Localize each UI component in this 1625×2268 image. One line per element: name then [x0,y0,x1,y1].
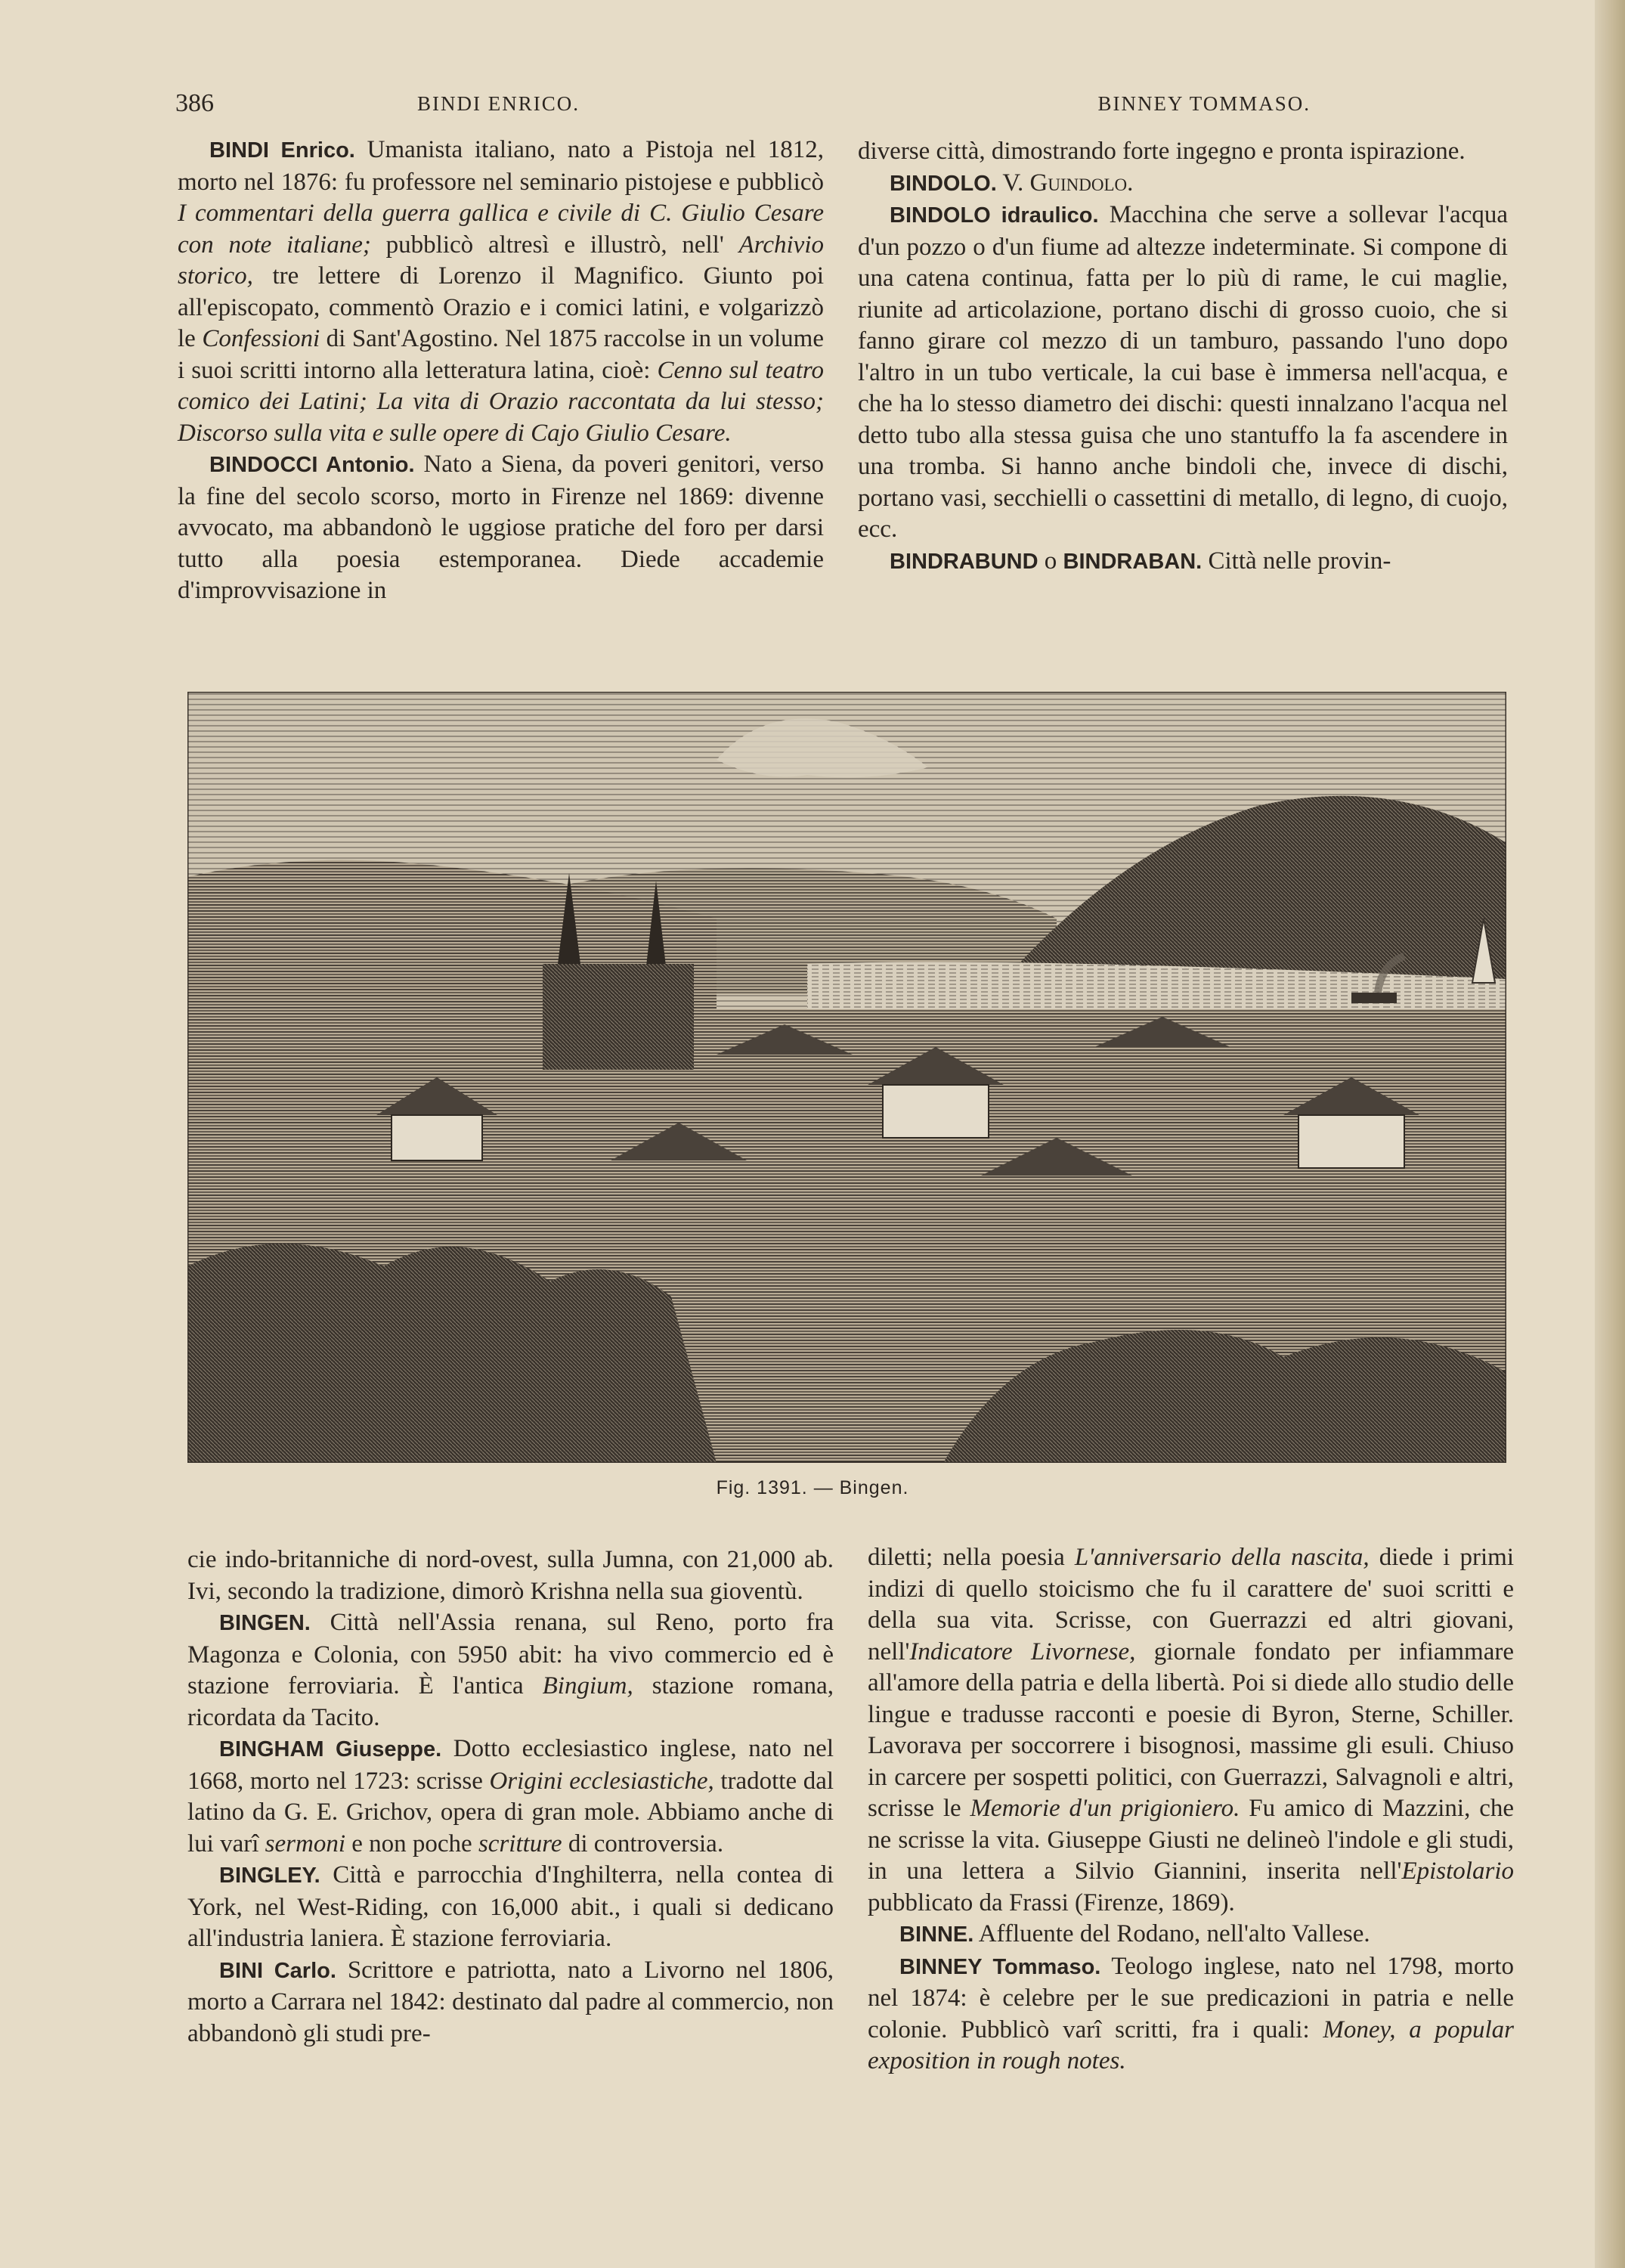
cross-reference: Guindolo. [1029,169,1134,197]
column-bottom-left [187,1545,834,2050]
house-facade [1298,1115,1404,1168]
entry-bingham: BINGHAM Giuseppe. Dotto ecclesiastico inglese, nato nel 1668, morto nel 1723: scrisse Origini ecclesiastiche, tradotte dal latino da G. E. Grichov, opera di gran mole. Abbiamo anche di lui varî sermoni e non poche scritture di controversia. [187,1735,834,1857]
entry-term: BINDOLO. [890,171,997,196]
entry-term: BINDRABAN. [1063,549,1202,574]
entry-term: BINGEN. [219,1611,311,1635]
column-top-left [178,135,824,607]
entry-term: BINDOLO idraulico. [890,203,1099,228]
entry-bingen: BINGEN. Città nell'Assia renana, sul Reno, porto fra Magonza e Colonia, con 5950 abit: ha vivo commercio ed è stazione ferroviaria. È l'antica Bingium, stazione romana, ricordata da Tacito. [187,1609,834,1731]
continuation-text: cie indo-britanniche di nord-ovest, sulla Jumna, con 21,000 ab. Ivi, secondo la tradizione, dimorò Krishna nella sua gioventù. [187,1546,834,1605]
entry-bindocci-antonio: BINDOCCI Antonio. Nato a Siena, da poveri genitori, verso la fine del secolo scorso, morto in Firenze nel 1869: divenne avvocato, ma abbandonò le uggiose pratiche del foro per darsi tutto alla poesia estemporanea. Diede accademie d'improvvisazione in [178,451,824,604]
engraving-bingen [187,692,1506,1463]
continuation-text: diletti; nella poesia L'anniversario della nascita, diede i primi indizi di quello stoicismo che fu il carattere de' suoi scritti e della sua vita. Scrisse, con Guerrazzi ed altri giovani, nell'Indicatore Livornese, giornale fondato per infiammare all'amore della patria e della libertà. Poi si diede allo studio delle lingue e tradusse racconti e poesie di Byron, Sterne, Schiller. Lavorava per soccorrere i bisognosi, massime gli esuli. Chiuso in carcere per sospetti politici, con Guerrazzi, Salvagnoli e altri, scrisse le Memorie d'un prigioniero. Fu amico di Mazzini, che ne scrisse la vita. Giuseppe Giusti ne delineò l'indole e gli studi, in una lettera a Silvio Giannini, inserita nell'Epistolario pubblicato da Frassi (Firenze, 1869). [868,1544,1515,1916]
entry-term: BINGLEY. [219,1864,320,1888]
house-facade [392,1115,482,1160]
entry-term: BINGHAM Giuseppe. [219,1737,442,1761]
entry-binney-tommaso: BINNEY Tommaso. Teologo inglese, nato nel 1798, morto nel 1874: è celebre per le sue predicazioni in patria e nelle colonie. Pubblicò varî scritti, fra i quali: Money, a popular exposition in rough notes. [868,1952,1514,2074]
entry-bindolo: BINDOLO. V. Guindolo. [890,169,1134,197]
column-top-right [858,136,1508,578]
church [543,964,694,1070]
continuation-text: diverse città, dimostrando forte ingegno e pronta ispirazione. [858,138,1466,165]
left-running-title: BINDI ENRICO. [417,92,580,115]
right-running-title: BINNEY TOMMASO. [1097,92,1311,115]
entry-bingley: BINGLEY. Città e parrocchia d'Inghilterra, nella contea di York, nel West-Riding, con 16,000 abit., i quali si dedicano all'industria laniera. È stazione ferroviaria. [187,1861,834,1952]
entry-binne: BINNE. Affluente del Rodano, nell'alto Vallese. [899,1920,1370,1947]
entry-term: BINNE. [899,1923,974,1947]
entry-term: BINNEY Tommaso. [899,1954,1101,1979]
page-edge [1595,0,1625,2268]
figure-caption: Fig. 1391. — Bingen. [716,1477,909,1498]
column-bottom-right [868,1542,1514,2077]
house-facade [883,1085,989,1138]
entry-bini-carlo: BINI Carlo. Scrittore e patriotta, nato a Livorno nel 1806, morto a Carrara nel 1842: destinato dal padre al commercio, non abbandonò gli studi pre- [187,1956,834,2047]
bingen-illustration [187,692,1506,1463]
page-number: 386 [175,89,214,117]
entry-bindrabund: BINDRABUND o BINDRABAN. Città nelle provin- [890,547,1391,575]
entry-term: BINI Carlo. [219,1958,336,1983]
running-header [175,89,1309,127]
entry-bindolo-idraulico: BINDOLO idraulico. Macchina che serve a sollevar l'acqua d'un pozzo o d'un fiume ad altezze indeterminate. Si compone di una catena continua, fatta per lo più di rame, le cui maglie, riunite ad articolazione, portano dischi di grosso cuoio, che si fanno girare col mezzo di un tamburo, passando l'uno dopo l'altro in un tubo verticale, la cui base è immersa nell'acqua, e che ha lo stesso diametro dei dischi: questi innalzano l'acqua nel detto tubo alla stessa guisa che uno stantuffo la fa ascendere in una tromba. Si hanno anche bindoli che, invece di dischi, portano vasi, secchielli o cassettini di metallo, di legno, di cuojo, ecc. [858,201,1508,543]
entry-term: BINDI Enrico. [209,138,355,163]
entry-bindi-enrico: BINDI Enrico. Umanista italiano, nato a Pistoja nel 1812, morto nel 1876: fu professore nel seminario pistojese e pubblicò I commentari della guerra gallica e civile di C. Giulio Cesare con note italiane; pubblicò altresì e illustrò, nell' Archivio storico, tre lettere di Lorenzo il Magnifico. Giunto poi all'episcopato, commentò Orazio e i comici latini, e volgarizzò le Confessioni di Sant'Agostino. Nel 1875 raccolse in un volume i suoi scritti intorno alla letteratura latina, cioè: Cenno sul teatro comico dei Latini; La vita di Orazio raccontata da lui stesso; Discorso sulla vita e sulle opere di Cajo Giulio Cesare. [178,136,824,447]
steamboat [1351,993,1397,1003]
entry-term: BINDRABUND [890,549,1038,574]
entry-term: BINDOCCI Antonio. [209,453,415,477]
